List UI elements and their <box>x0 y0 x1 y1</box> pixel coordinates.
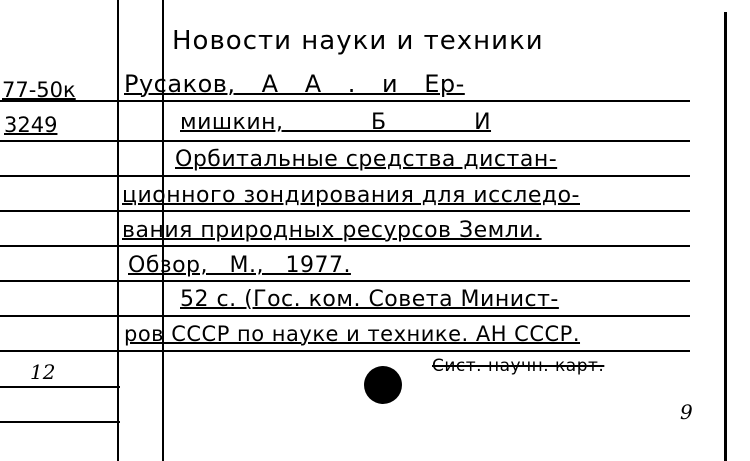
ruled-line <box>0 421 120 423</box>
imprint-line: Обзор, М., 1977. <box>128 253 351 278</box>
ruled-line <box>0 280 690 282</box>
series-title: Новости науки и техники <box>172 26 544 56</box>
ruled-line <box>0 175 690 177</box>
card-edge <box>724 12 727 461</box>
title-line: ционного зондирования для исследо- <box>122 183 580 208</box>
ruled-line <box>0 210 690 212</box>
author-line: мишкин, Б И <box>180 110 492 135</box>
ruled-line <box>0 315 690 317</box>
collation-line: ров СССР по науке и технике. АН СССР. <box>124 322 581 346</box>
ruled-line <box>0 386 120 388</box>
collation-line: 52 с. (Гос. ком. Совета Минист- <box>180 287 559 312</box>
ruled-line <box>0 100 690 102</box>
author-line: Русаков, А А . и Ер- <box>124 70 465 98</box>
title-line: вания природных ресурсов Земли. <box>122 218 542 243</box>
ruled-line <box>0 350 690 352</box>
call-number: 3249 <box>4 113 58 137</box>
ink-blot <box>364 366 402 404</box>
margin-mark: 12 <box>30 360 56 384</box>
ruled-line <box>0 245 690 247</box>
struck-note: Сист. научн. карт. <box>432 356 605 376</box>
call-number: 77-50к <box>2 78 76 102</box>
corner-mark: 9 <box>680 400 693 424</box>
ruled-line <box>0 140 690 142</box>
title-line: Орбитальные средства дистан- <box>175 147 558 172</box>
margin-rule-left <box>117 0 119 461</box>
